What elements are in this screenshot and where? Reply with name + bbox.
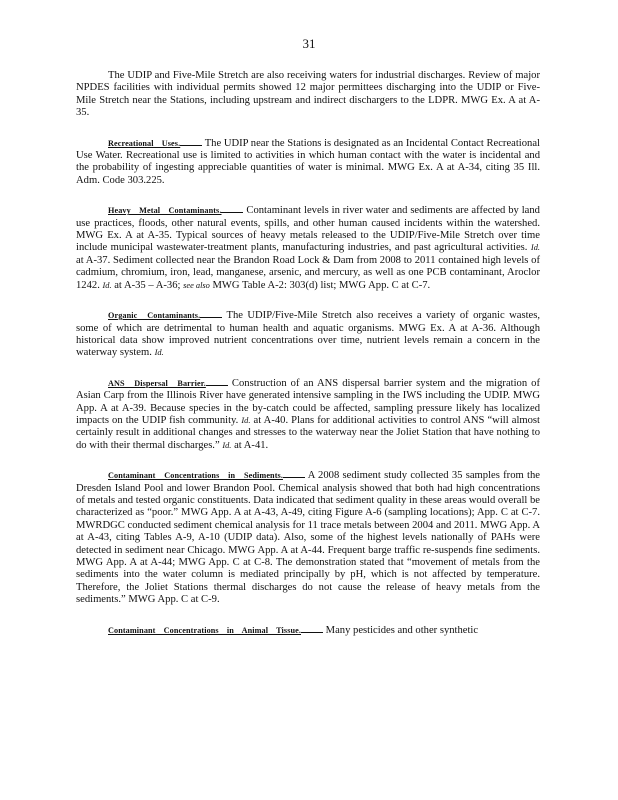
section-heading-recreational-uses: Recreational Uses.: [108, 139, 202, 148]
citation-id: Id.: [222, 440, 232, 450]
section-heading-animal-tissue: Contaminant Concentrations in Animal Tissue.: [108, 626, 323, 635]
paragraph-text: at A-41.: [234, 439, 269, 451]
document-body: [76, 70, 540, 655]
page-number: 31: [302, 36, 316, 51]
paragraph-organic-contaminants: [76, 310, 540, 360]
paragraph-text: at A-37. Sediment collected near the Brandon Road Lock & Dam from 2008 to 2011 contained high levels of cadmium, chromium, iron, lead, manganese, arsenic, and mercury, as well as one PCB contaminant, Aroclor 1242.: [76, 254, 540, 291]
paragraph-text: at A-35 – A-36;: [114, 279, 181, 291]
paragraph-text: MWG Table A-2: 303(d) list; MWG App. C at C-7.: [212, 279, 431, 291]
section-heading-heavy-metal-contaminants: Heavy Metal Contaminants.: [108, 206, 243, 215]
paragraph-text: at A-40. Plans for additional activities to control ANS “will almost certainly result in additional changes and stresses to the waterway near the Joliet Station that have nothing to do with their thermal discharges.”: [76, 414, 540, 451]
citation-see-also: see also: [183, 280, 210, 290]
paragraph-animal-tissue: [76, 625, 540, 637]
paragraph-industrial-discharges: [76, 70, 540, 120]
paragraph-recreational-uses: [76, 138, 540, 188]
paragraph-text: The UDIP and Five-Mile Stretch are also receiving waters for industrial discharges. Review of major NPDES facilities with individual permits showed 12 major permittees discharging into the UDIP or Five-Mile Stretch near the Stations, including upstream and indirect dischargers to the LDPR. MWG Ex. A at A-35.: [76, 70, 540, 119]
section-heading-sediment-concentrations: Contaminant Concentrations in Sediments.: [108, 471, 305, 480]
paragraph-heavy-metal-contaminants: [76, 205, 540, 292]
paragraph-text: The UDIP near the Stations is designated as an Incidental Contact Recreational Use Water. Recreational use is limited to activities in which human contact with the water is incidental and the probability of ingesting appreciable quantities of water is minimal. MWG Ex. A at A-34, citing 35 Ill. Adm. Code 303.225.: [76, 137, 540, 186]
paragraph-text: Many pesticides and other synthetic: [325, 624, 479, 636]
citation-id: Id.: [154, 348, 164, 358]
section-heading-organic-contaminants: Organic Contaminants.: [108, 311, 222, 320]
paragraph-ans-dispersal-barrier: [76, 378, 540, 452]
paragraph-text: Construction of an ANS dispersal barrier system and the migration of Asian Carp from the Illinois River have generated intensive sampling in the IWS including the UDIP. MWG App. A at A-39. Because species in the by-catch could be affected, sampling pressure likely has localized impacts on the UDIP fish community.: [76, 377, 540, 426]
paragraph-text: Contaminant levels in river water and sediments are affected by land use practices, floods, other natural events, spills, and other human caused incidents within the watershed. MWG Ex. A at A-35. Typical sources of heavy metals released to the UDIP/Five-Mile Stretch over time include municipal wastewater-treatment plants, manufacturing industries, and past agricultural activities.: [76, 205, 540, 254]
paragraph-sediment-concentrations: [76, 470, 540, 606]
citation-id: Id.: [241, 415, 251, 425]
paragraph-text: The UDIP/Five-Mile Stretch also receives a variety of organic wastes, some of which are detrimental to human health and aquatic organisms. MWG Ex. A at A-36. Although historical data show improved nutrient concentrations over time, nutrient levels remain a concern in the waterway system.: [76, 310, 541, 359]
section-heading-ans-dispersal-barrier: ANS Dispersal Barrier.: [108, 379, 228, 388]
paragraph-text: A 2008 sediment study collected 35 samples from the Dresden Island Pool and lower Brandon Pool. Chemical analysis showed that both had high concentrations of metals and tested organic constituents. Data indicated that sediment quality in these areas would overall be characterized as “poor.” MWG App. A at A-43, A-49, citing Figure A-6 (sampling locations); App. C at C-7. MWRDGC conducted sediment chemical analysis for 11 trace metals between 2004 and 2011. MWG App. A at A-43, citing Tables A-9, A-10 (UDIP data). Also, some of the highest levels nationally of PAHs were detected in sediment near Chicago. MWG App. A at A-44. Frequent barge traffic re-suspends fine sediments. MWG App. A at A-44; MWG App. C at C-8. The demonstration stated that “movement of metals from the sediments into the water column is mediated principally by pH, which is not affected by temperature. Therefore, the Joliet Stations thermal discharges do not cause the release of heavy metals from the sediments.” MWG App. C at C-9.: [76, 470, 540, 606]
citation-id: Id.: [102, 280, 112, 290]
citation-id: Id.: [530, 243, 540, 253]
